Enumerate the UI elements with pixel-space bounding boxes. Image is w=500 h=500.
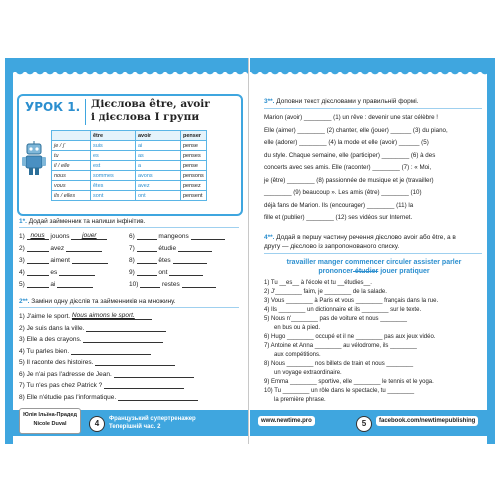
book-title	[109, 415, 196, 431]
word-bank-word: assister	[411, 259, 440, 266]
table-header-cell: penser	[181, 131, 207, 141]
exercise-4-instruction-line-2	[264, 243, 399, 250]
verb-form: jouons	[48, 233, 72, 240]
item-number: 3)	[19, 257, 27, 264]
book-spread	[5, 58, 495, 444]
right-page	[250, 58, 495, 444]
lesson-header-box	[17, 94, 243, 216]
sentence: 6) Je n'ai pas l'adresse de Jean.	[19, 370, 114, 378]
list-item	[19, 324, 166, 332]
table-cell: nous	[52, 171, 91, 181]
facebook-link[interactable]: facebook.com/newtimepublishing	[376, 416, 478, 426]
list-item	[129, 280, 216, 288]
lesson-title-line-1: Дієслова être, avoir	[91, 98, 210, 110]
exercise-2-number: 2**.	[19, 298, 30, 305]
exercise-3-instruction: Доповни текст дієсловами у правильній формі.	[276, 98, 419, 105]
word-bank-word: jouer	[378, 268, 398, 275]
table-header-row	[52, 131, 207, 141]
word-bank-word: parler	[439, 259, 462, 266]
table-cell: ont	[136, 191, 181, 201]
table-cell: pensent	[181, 191, 207, 201]
sentence: 3) Elle a des crayons.	[19, 336, 84, 343]
robot-icon	[21, 140, 47, 176]
lesson-title	[91, 98, 210, 124]
item-number: 10)	[129, 281, 141, 288]
table-cell: tu	[52, 151, 91, 161]
answer-blank	[95, 358, 175, 366]
pronoun-blank: nous	[27, 232, 49, 240]
page-number: 4	[89, 416, 105, 432]
table-row	[52, 181, 207, 191]
exercise-1-heading	[19, 218, 145, 225]
pronoun-blank	[27, 280, 49, 288]
answer-blank	[114, 370, 194, 378]
top-decor-band	[5, 58, 248, 72]
exercise-1-instruction: Додай займенник та напиши інфінітив.	[28, 218, 146, 225]
item-number: 8)	[129, 257, 137, 264]
item-number: 2)	[19, 245, 27, 252]
item-number: 6)	[129, 233, 137, 240]
separator	[19, 307, 239, 308]
word-bank-line-1	[264, 258, 484, 267]
pronoun-blank	[137, 232, 157, 240]
pronoun-blank	[27, 268, 49, 276]
table-cell: avez	[136, 181, 181, 191]
text-line: je (être) ________ (8) passionnée de musique et je (travailler)	[264, 176, 434, 184]
infinitive-blank	[191, 232, 225, 240]
table-cell: est	[91, 161, 136, 171]
word-bank-word: prononcer	[318, 268, 353, 275]
author-name-1: Юлія Ільїна-Прадед	[23, 412, 77, 418]
left-page	[5, 58, 249, 444]
infinitive-blank	[57, 280, 93, 288]
pronoun-blank	[137, 244, 157, 252]
answer-blank	[104, 381, 184, 389]
separator	[264, 253, 482, 254]
list-item	[129, 268, 203, 276]
sentence: 2) Je suis dans la ville.	[19, 324, 87, 332]
table-cell: penses	[181, 151, 207, 161]
exercise-4-heading	[264, 234, 456, 241]
verb-form: es	[48, 269, 60, 276]
verb-form: mangeons	[156, 233, 191, 240]
answer-blank	[118, 393, 198, 401]
table-cell: suis	[91, 141, 136, 151]
infinitive-blank	[182, 280, 216, 288]
infinitive-blank	[59, 268, 95, 276]
text-line: fille et (publier) ________ (12) ses vidéos sur Internet.	[264, 214, 413, 221]
list-item	[19, 244, 102, 252]
list-item: la première phrase.	[274, 397, 326, 403]
word-bank-word: manger	[315, 259, 344, 266]
separator	[264, 108, 482, 109]
item-number: 9)	[129, 269, 137, 276]
infinitive-blank	[66, 244, 102, 252]
table-cell: êtes	[91, 181, 136, 191]
exercise-4-instruction-2: другу — дієслово із запропонованого списку.	[264, 243, 400, 250]
answer-blank	[71, 347, 151, 355]
pronoun-blank	[137, 256, 157, 264]
exercise-3-number: 3**.	[264, 98, 275, 105]
lesson-title-line-2: і дієслова I групи	[91, 111, 200, 123]
word-bank-word: pratiquer	[397, 268, 430, 275]
list-item	[19, 312, 152, 320]
table-cell: a	[136, 161, 181, 171]
infinitive-blank	[178, 244, 212, 252]
list-item: 8) Nous ________ nos billets de train et nous ________	[264, 361, 414, 367]
text-line: elle (adorer) ________ (4) la mode et elle (avoir) ______ (5)	[264, 139, 429, 146]
list-item: un voyage extraordinaire.	[274, 370, 342, 376]
text-line: Elle (aimer) ________ (2) chanter, elle (jouer) ______ (3) du piano,	[264, 126, 448, 134]
book-title-line-2: Теперішній час. 2	[109, 424, 161, 430]
verb-form: êtes	[156, 257, 173, 264]
text-line: du style. Chaque semaine, elle (participer) ________ (6) à des	[264, 151, 436, 159]
list-item: 10) Tu ________ un rôle dans le spectacle, tu ________	[264, 388, 415, 394]
word-bank-word: commencer	[343, 259, 385, 266]
side-decor-band	[487, 58, 495, 444]
text-line: concerts avec ses amis. Elle (raconter) ________ (7) : « Moi,	[264, 164, 432, 171]
table-cell: sont	[91, 191, 136, 201]
list-item	[19, 335, 163, 343]
list-item: 3) Vous ________ à Paris et vous ________ français dans la rue.	[264, 298, 439, 304]
text-line: déjà fans de Marion. Ils (encourager) ________ (11) la	[264, 201, 414, 209]
author-name-2: Nicole Duval	[33, 421, 67, 427]
right-footer	[250, 404, 495, 444]
side-decor-band	[5, 58, 13, 444]
top-decor-band	[250, 58, 495, 72]
table-row	[52, 171, 207, 181]
exercise-2-instruction: Заміни одну дієслів та займенників на множину.	[31, 298, 176, 305]
list-item	[129, 256, 207, 264]
list-item: 5) Nous n'________ pas de voiture et nous ________	[264, 316, 407, 322]
list-item	[19, 370, 194, 378]
table-cell: es	[91, 151, 136, 161]
text-line: ________ (9) beaucoup ». Les amis (être) ________ (10)	[264, 189, 422, 196]
sentence: 5) Il raconte des histoires.	[19, 359, 96, 366]
pronoun-blank	[27, 244, 49, 252]
conjugation-table	[51, 130, 207, 201]
list-item	[19, 358, 175, 366]
pronoun-blank	[27, 256, 49, 264]
exercise-3-heading	[264, 98, 419, 105]
exercise-1-number: 1*.	[19, 218, 27, 225]
answer-blank: Nous aimons le sport.	[72, 312, 152, 320]
table-row	[52, 151, 207, 161]
sentence: 1) J'aime le sport.	[19, 313, 72, 320]
table-cell: ils / elles	[52, 191, 91, 201]
website-link[interactable]: www.newtime.pro	[258, 416, 315, 426]
list-item	[19, 256, 108, 264]
lesson-divider	[85, 99, 86, 125]
list-item: 1) Tu __es__ à l'école et tu __étudies__.	[264, 280, 372, 286]
list-item: en bus ou à pied.	[274, 325, 321, 331]
pronoun-blank	[140, 280, 160, 288]
exercise-2-heading	[19, 298, 176, 305]
book-title-line-1: Французький супертренажер	[109, 416, 196, 422]
table-cell: je / j'	[52, 141, 91, 151]
list-item	[19, 393, 198, 401]
word-bank-line-2	[264, 267, 484, 276]
table-cell: ai	[136, 141, 181, 151]
table-row	[52, 141, 207, 151]
table-cell: il / elle	[52, 161, 91, 171]
verb-form: restes	[160, 281, 182, 288]
table-row	[52, 161, 207, 171]
left-footer	[5, 404, 248, 444]
item-number: 7)	[129, 245, 137, 252]
sentence: 7) Tu n'es pas chez Patrick ?	[19, 382, 105, 389]
verb-form: ai	[48, 281, 58, 288]
sentence: 8) Elle n'étudie pas l'informatique.	[19, 393, 118, 401]
word-bank-word: circuler	[384, 259, 412, 266]
item-number: 5)	[19, 281, 27, 288]
item-number: 1)	[19, 233, 27, 240]
table-cell: pensons	[181, 171, 207, 181]
infinitive-blank: jouer	[71, 232, 107, 240]
separator	[19, 227, 239, 228]
list-item	[19, 381, 184, 389]
table-header-cell: être	[91, 131, 136, 141]
list-item	[19, 232, 107, 240]
verb-form: avez	[48, 245, 66, 252]
list-item	[19, 268, 95, 276]
table-cell: vous	[52, 181, 91, 191]
list-item	[19, 280, 93, 288]
table-header-cell: avoir	[136, 131, 181, 141]
list-item: 7) Antoine et Anna ________ au vélodrome, ils ________	[264, 343, 417, 349]
list-item: 9) Emma ________ sportive, elle ________ le tennis et le yoga.	[264, 379, 434, 385]
exercise-4-instruction-1: Додай в першу частину речення дієслово avoir або être, а в	[276, 234, 456, 241]
exercise-4-number: 4**.	[264, 234, 275, 241]
text-line: Marion (avoir) ________ (1) un rêve : devenir une star célèbre !	[264, 114, 439, 121]
table-row	[52, 191, 207, 201]
table-cell: avons	[136, 171, 181, 181]
infinitive-blank	[173, 256, 207, 264]
sentence: 4) Tu parles bien.	[19, 347, 72, 355]
author-box	[19, 408, 81, 434]
list-item: 2) J'________ faim, je ________ de la salade.	[264, 289, 387, 295]
table-cell: as	[136, 151, 181, 161]
table-cell: pensez	[181, 181, 207, 191]
verb-form: étudie	[156, 245, 178, 252]
list-item	[129, 232, 225, 240]
table-cell: sommes	[91, 171, 136, 181]
list-item: aux compétitions.	[274, 352, 321, 358]
infinitive-blank	[169, 268, 203, 276]
list-item	[129, 244, 212, 252]
word-bank-word: étudier	[352, 268, 379, 275]
page-number: 5	[356, 416, 372, 432]
answer-blank	[83, 335, 163, 343]
list-item: 4) Ils ________ un dictionnaire et ils ________ sur le texte.	[264, 307, 422, 313]
word-bank-word: travailler	[286, 259, 316, 266]
verb-form: aiment	[48, 257, 72, 264]
infinitive-blank	[72, 256, 108, 264]
list-item	[19, 347, 151, 355]
lesson-label: УРОК 1.	[25, 100, 81, 114]
verb-form: ont	[156, 269, 170, 276]
item-number: 4)	[19, 269, 27, 276]
list-item: 6) Hugo ________ occupé et il ne ________ pas aux jeux vidéo.	[264, 334, 436, 340]
table-cell: pense	[181, 141, 207, 151]
answer-blank	[86, 324, 166, 332]
word-bank	[264, 258, 484, 276]
table-header-cell	[52, 131, 91, 141]
table-cell: pense	[181, 161, 207, 171]
pronoun-blank	[137, 268, 157, 276]
